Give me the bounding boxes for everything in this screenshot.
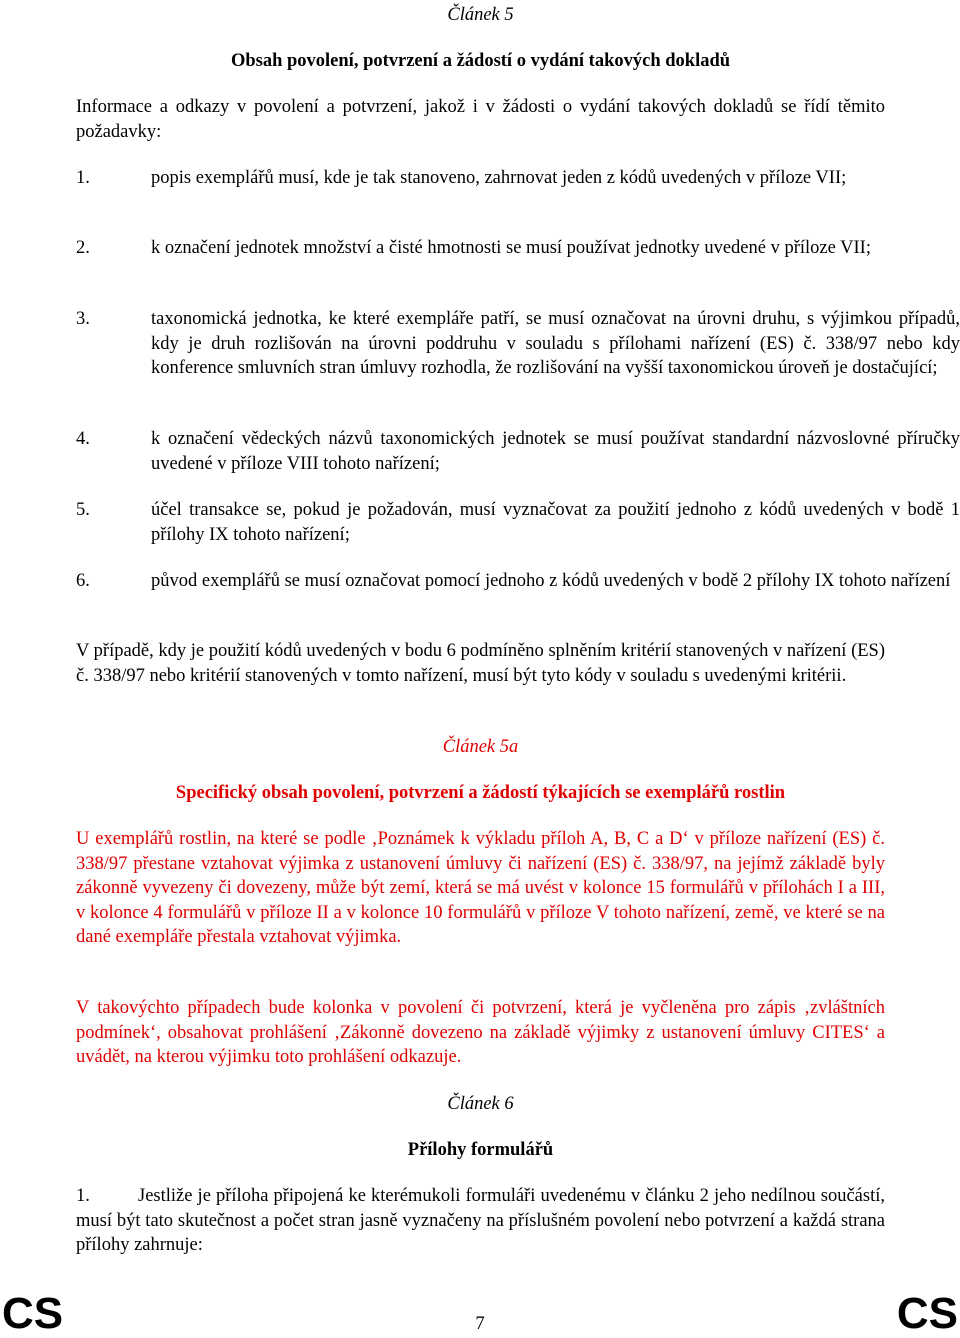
article-5a-title: Článek 5a xyxy=(442,737,519,757)
list-item-2 xyxy=(76,236,960,261)
article-5-title: Článek 5 xyxy=(447,5,514,25)
article-6-title: Článek 6 xyxy=(447,1094,514,1114)
footer-language-right: CS xyxy=(896,1289,958,1338)
list-item-text: Jestliže je příloha připojená ke kterémukoli formuláři uvedenému v článku 2 jeho nedílnou součástí, musí být tato skutečnost a počet stran jasně vyznačeny na příslušném povolení nebo potvrzení a každá strana přílohy zahrnuje: xyxy=(76,1186,885,1255)
list-item-1 xyxy=(76,166,960,191)
page-number: 7 xyxy=(475,1314,485,1334)
list-item-number: 1. xyxy=(76,1186,90,1206)
footer-language-left: CS xyxy=(2,1289,64,1338)
article-5a-paragraph-2: V takovýchto případech bude kolonka v povolení či potvrzení, která je vyčleněna pro zápis ‚zvláštních podmínek‘, obsahovat prohlášení ‚Zákonně dovezeno na základě výjimky z ustanovení úmluvy CITES‘ a uvádět, na kterou výjimku toto prohlášení odkazuje. xyxy=(76,998,885,1067)
list-item-number: 5. xyxy=(76,500,90,520)
list-item-text: původ exemplářů se musí označovat pomocí jednoho z kódů uvedených v bodě 2 přílohy IX tohoto nařízení xyxy=(151,571,951,591)
article-5-heading: Obsah povolení, potvrzení a žádostí o vydání takových dokladů xyxy=(230,51,731,71)
article-5-closing: V případě, kdy je použití kódů uvedených v bodu 6 podmíněno splněním kritérií stanovených v nařízení (ES) č. 338/97 nebo kritérií stanovených v tomto nařízení, musí být tyto kódy v souladu s uvedenými kritérii. xyxy=(76,641,885,686)
article-6-heading: Přílohy formulářů xyxy=(407,1140,554,1160)
list-item-number: 6. xyxy=(76,571,90,591)
list-item-text: taxonomická jednotka, ke které exempláře patří, se musí označovat na úrovni druhu, s výjimkou případů, kdy je druh rozlišován na úrovni poddruhu v souladu s přílohami nařízení (ES) č. 338/97 nebo kdy konference smluvních stran úmluvy rozhodla, že rozlišování na vyšší taxonomickou úroveň je dostačující; xyxy=(151,309,960,378)
list-item-6 xyxy=(76,569,960,594)
list-item-number: 1. xyxy=(76,168,90,188)
list-item-number: 4. xyxy=(76,429,90,449)
list-item-text: k označení jednotek množství a čisté hmotnosti se musí používat jednotky uvedené v příloze VII; xyxy=(151,238,871,258)
list-item-text: popis exemplářů musí, kde je tak stanoveno, zahrnovat jeden z kódů uvedených v příloze VII; xyxy=(151,168,847,188)
article-5a-paragraph-1: U exemplářů rostlin, na které se podle ‚Poznámek k výkladu příloh A, B, C a D‘ v příloze nařízení (ES) č. 338/97 přestane vztahovat výjimka z ustanovení úmluvy či nařízení (ES) č. 338/97, na jejímž základě byly zákonně vyvezeny či dovezeny, může být zemí, která se má uvést v kolonce 15 formulářů v přílohách I a III, v kolonce 4 formulářů v příloze II a v kolonce 10 formulářů v příloze V tohoto nařízení, země, ve které se na dané exempláře přestala vztahovat výjimka. xyxy=(76,829,885,947)
article-5-intro: Informace a odkazy v povolení a potvrzení, jakož i v žádosti o vydání takových dokladů se řídí těmito požadavky: xyxy=(76,97,885,142)
article-5a-heading: Specifický obsah povolení, potvrzení a žádostí týkajících se exemplářů rostlin xyxy=(175,783,786,803)
list-item-5 xyxy=(76,498,960,547)
list-item-text: účel transakce se, pokud je požadován, musí vyznačovat za použití jednoho z kódů uvedených v bodě 1 přílohy IX tohoto nařízení; xyxy=(151,500,960,545)
list-item-4 xyxy=(76,427,960,476)
article-6-item-1 xyxy=(76,1184,885,1258)
list-item-number: 3. xyxy=(76,309,90,329)
list-item-text: k označení vědeckých názvů taxonomických jednotek se musí používat standardní názvoslovné příručky uvedené v příloze VIII tohoto nařízení; xyxy=(151,429,960,474)
list-item-3 xyxy=(76,307,960,381)
list-item-number: 2. xyxy=(76,238,90,258)
